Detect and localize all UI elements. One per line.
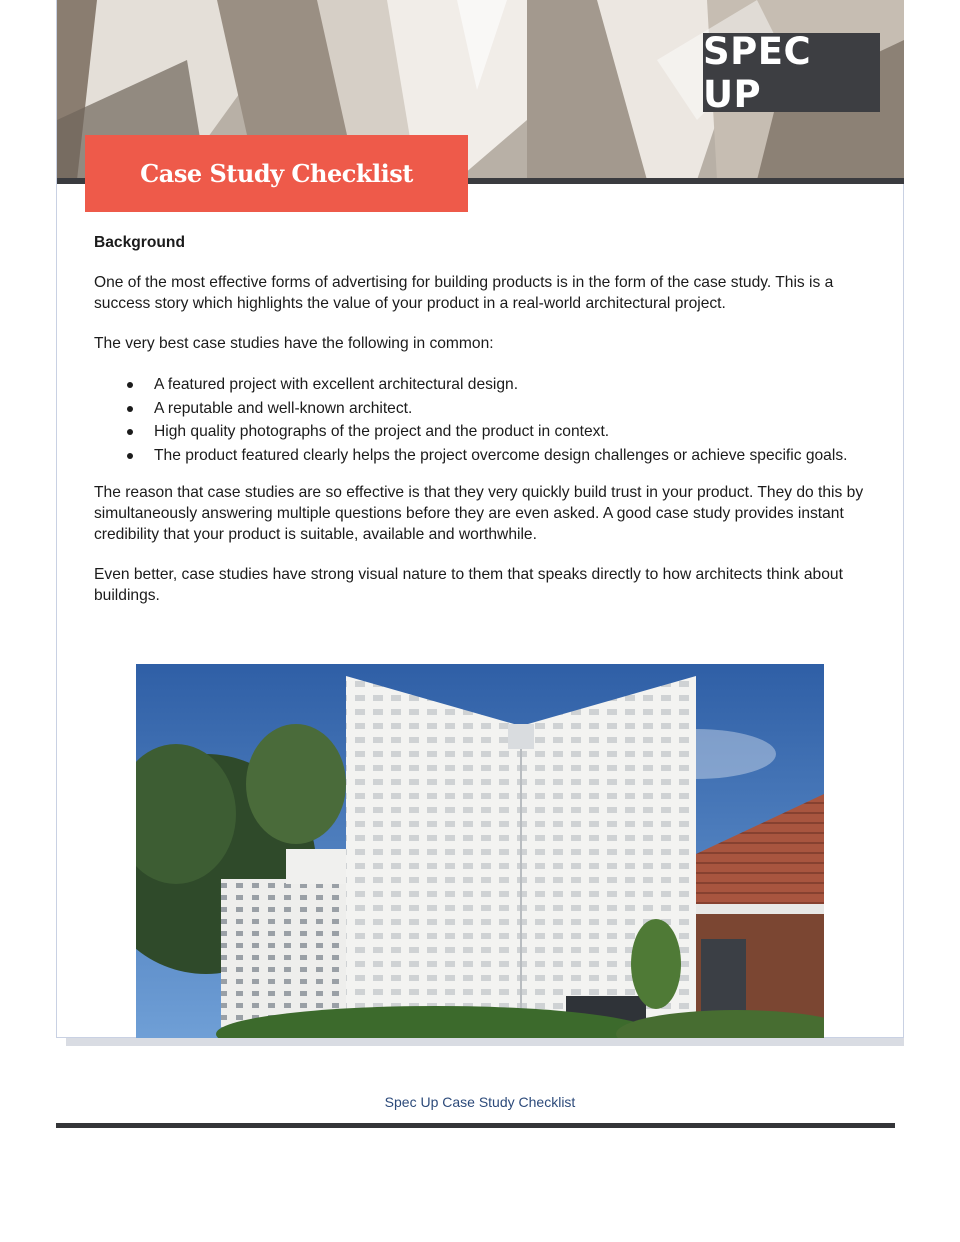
- title-banner: [85, 135, 468, 212]
- bullet-icon: [127, 429, 133, 435]
- list-item: The product featured clearly helps the project overcome design challenges or achieve specific goals.: [94, 444, 874, 468]
- page-title: Case Study Checklist: [140, 159, 413, 188]
- bullet-icon: [127, 406, 133, 412]
- list-item: A featured project with excellent architectural design.: [94, 373, 874, 397]
- paragraph-reason: The reason that case studies are so effective is that they very quickly build trust in your product. They do this by simultaneously answering multiple questions before they are even asked. A good case study provides instant credibility that your product is suitable, available and worthwhile.: [94, 483, 864, 543]
- logo-text: SPEC UP: [703, 29, 812, 116]
- bullet-icon: [127, 382, 133, 388]
- page-shadow: [66, 1038, 904, 1046]
- bullet-list: [94, 373, 874, 468]
- footer-rule: [56, 1123, 895, 1128]
- bullet-icon: [127, 453, 133, 459]
- document-body: [94, 232, 874, 625]
- list-item: A reputable and well-known architect.: [94, 397, 874, 421]
- building-photo: [136, 664, 824, 1038]
- section-heading: Background: [94, 234, 185, 251]
- footer-caption: Spec Up Case Study Checklist: [384, 1094, 576, 1110]
- paragraph-intro: One of the most effective forms of advertising for building products is in the form of the case study. This is a success story which highlights the value of your product in a real-world architectural project.: [94, 274, 834, 312]
- logo: [703, 29, 880, 116]
- list-item: High quality photographs of the project and the product in context.: [94, 420, 874, 444]
- paragraph-visual: Even better, case studies have strong visual nature to them that speaks directly to how architects think about buildings.: [94, 565, 843, 604]
- paragraph-common: The very best case studies have the following in common:: [94, 335, 494, 352]
